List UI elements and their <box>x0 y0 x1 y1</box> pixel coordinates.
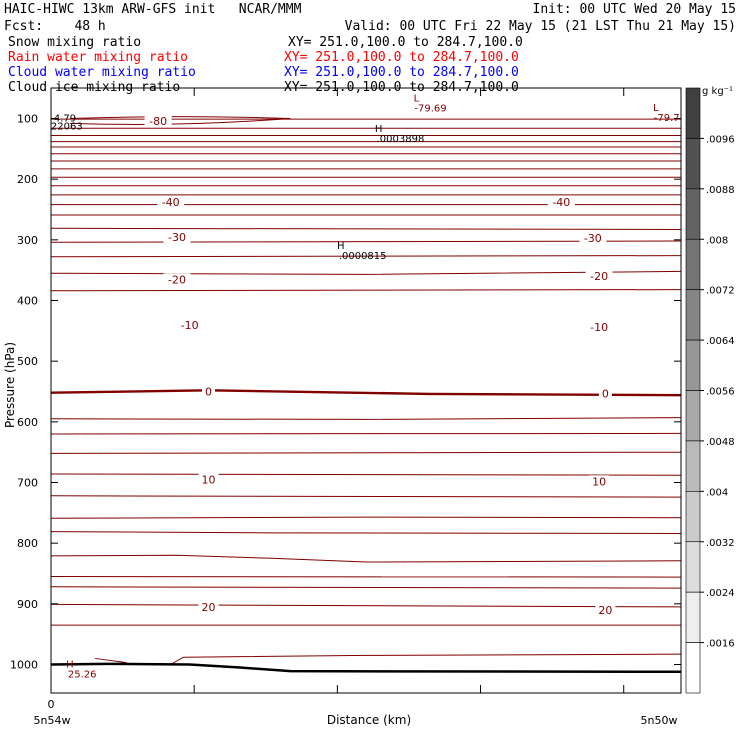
contour-label: -10 <box>180 318 199 332</box>
isotherm-line <box>51 587 681 588</box>
contour-label: -40 <box>161 196 180 210</box>
valid-time: Valid: 00 UTC Fri 22 May 15 (21 LST Thu 21 May 15) <box>344 19 736 34</box>
x-axis-ticks <box>48 88 624 711</box>
colorbar-label: .0088 <box>706 184 735 196</box>
isotherm-line <box>51 532 681 534</box>
colorbar-segment <box>686 189 700 239</box>
y-tick-label: 200 <box>17 173 38 187</box>
colorbar-segment <box>686 643 700 693</box>
isotherm-line <box>51 228 681 229</box>
colorbar <box>686 88 735 693</box>
contour-label: 20 <box>598 603 613 617</box>
colorbar-segment <box>686 491 700 541</box>
colorbar-label: .0032 <box>706 537 735 549</box>
extremum-marker: L <box>413 93 420 105</box>
field-snow-name: Snow mixing ratio <box>8 35 142 50</box>
isotherm-line <box>51 604 681 607</box>
colorbar-segment <box>686 290 700 340</box>
field-snow-xy: XY= 251.0,100.0 to 284.7,100.0 <box>288 35 523 50</box>
colorbar-segment <box>686 592 700 642</box>
field-cloudwater-xy: XY= 251.0,100.0 to 284.7,100.0 <box>284 65 519 80</box>
field-rain-name: Rain water mixing ratio <box>8 50 189 65</box>
init-time: Init: 00 UTC Wed 20 May 15 <box>532 2 736 17</box>
field-cloudice-xy: XY= 251.0,100.0 to 284.7,100.0 <box>284 80 519 95</box>
chart-title: HAIC-HIWC 13km ARW-GFS init NCAR/MMM <box>4 2 302 17</box>
terrain-line <box>51 664 681 672</box>
y-tick-label: 900 <box>17 597 38 611</box>
x-endpoint-left: 5n54w <box>33 714 71 727</box>
extremum-value: 22063 <box>50 121 83 133</box>
contour-label: 0 <box>205 385 212 399</box>
y-tick-label: 1000 <box>10 658 38 672</box>
isotherm-line <box>51 290 681 291</box>
extremum-marker: H <box>337 240 345 252</box>
terrain-surface <box>51 664 681 672</box>
y-tick-label: 500 <box>17 355 38 369</box>
contour-label: 10 <box>201 473 216 487</box>
colorbar-label: .0064 <box>706 336 735 348</box>
y-tick-label: 800 <box>17 537 38 551</box>
extremum-marker: L <box>653 103 659 115</box>
y-tick-label: 300 <box>17 233 38 247</box>
extremum-value: -79.7 <box>653 113 680 125</box>
isotherm-line <box>51 418 681 420</box>
contour-label: 20 <box>201 600 216 614</box>
x-endpoint-right: 5n50w <box>640 714 678 727</box>
extremum-marker: H <box>374 123 383 135</box>
contour-label: -30 <box>168 230 186 244</box>
extremum-value: 25.26 <box>67 669 97 681</box>
colorbar-label: .0072 <box>706 285 735 297</box>
y-tick-label: 400 <box>17 294 38 308</box>
contour-label: 0 <box>601 387 609 401</box>
contour-label: -40 <box>552 196 571 210</box>
isotherm-line <box>51 517 681 518</box>
colorbar-segment <box>686 340 700 390</box>
forecast-hour: Fcst: 48 h <box>4 19 106 34</box>
extremum-value: .0000815 <box>338 250 387 262</box>
colorbar-label: .0024 <box>706 588 735 600</box>
contour-label: -10 <box>590 321 609 335</box>
extrema-labels <box>50 94 679 681</box>
contour-label: -20 <box>590 270 609 284</box>
freezing-level-line <box>51 390 681 395</box>
field-cloudwater-name: Cloud water mixing ratio <box>8 65 196 80</box>
extremum-marker: H <box>66 659 74 671</box>
colorbar-label: .008 <box>706 235 729 247</box>
contour-label: 10 <box>592 475 607 489</box>
y-tick-label: 600 <box>17 415 38 429</box>
colorbar-segment <box>686 441 700 491</box>
colorbar-segment <box>686 88 700 138</box>
isotherm-line <box>51 555 681 562</box>
colorbar-label: .0048 <box>706 436 735 448</box>
colorbar-label: .0056 <box>706 386 735 398</box>
y-tick-label: 700 <box>17 476 38 490</box>
contour-label: -30 <box>583 232 602 246</box>
isotherm-line <box>51 452 681 453</box>
isotherm-line <box>51 577 681 578</box>
contour-labels <box>145 115 616 617</box>
extremum-value: -4.79 <box>50 113 77 125</box>
colorbar-segment <box>686 542 700 592</box>
contour-label: -80 <box>149 114 168 128</box>
isotherm-minus80-loop <box>70 117 291 125</box>
isotherm-line <box>51 433 681 434</box>
colorbar-segment <box>686 239 700 289</box>
isotherm-low-level <box>171 654 681 664</box>
contour-label: -20 <box>168 273 186 287</box>
isotherm-line <box>51 496 681 497</box>
colorbar-segment <box>686 138 700 188</box>
y-axis-title: Pressure (hPa) <box>3 341 17 429</box>
extremum-value: .0003898 <box>376 133 425 145</box>
colorbar-label: .0016 <box>706 638 735 650</box>
colorbar-unit: g kg⁻¹ <box>702 86 733 97</box>
x-tick-label: 0 <box>47 698 55 711</box>
field-cloudice-name: Cloud ice mixing ratio <box>8 80 181 95</box>
isotherm-line <box>51 474 681 475</box>
colorbar-label: .0096 <box>706 134 735 146</box>
y-tick-label: 100 <box>17 112 38 126</box>
colorbar-label: .004 <box>706 487 729 499</box>
isotherm-contours <box>51 114 681 665</box>
extremum-value: -79.69 <box>414 103 447 115</box>
colorbar-segment <box>686 391 700 441</box>
x-axis-title: Distance (km) <box>326 713 412 727</box>
field-rain-xy: XY= 251.0,100.0 to 284.7,100.0 <box>284 50 519 65</box>
